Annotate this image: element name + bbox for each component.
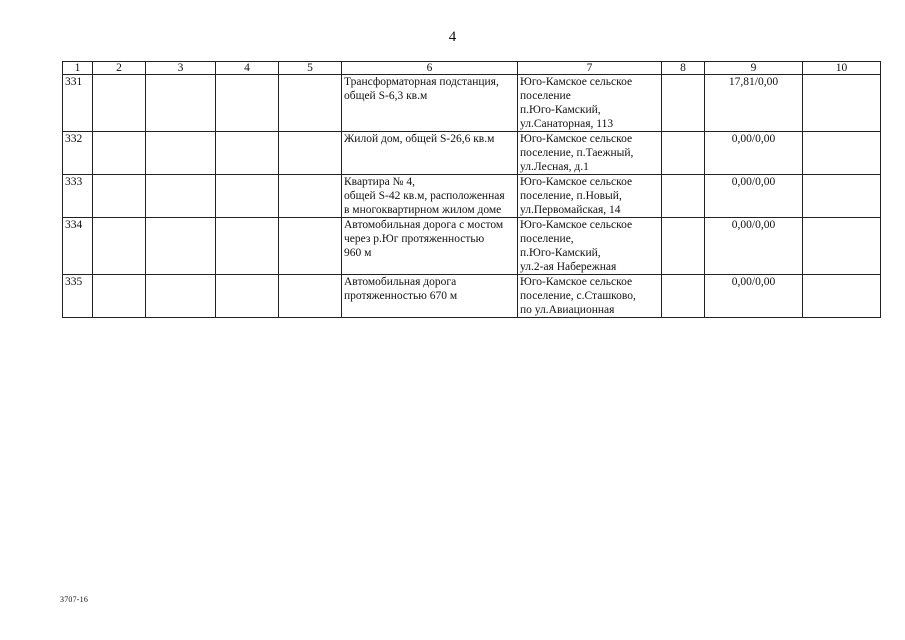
table-row <box>63 218 881 275</box>
table-cell-col-1: 332 <box>63 132 93 175</box>
cell-text-line: общей S-42 кв.м, расположенная <box>344 190 505 202</box>
table-cell-col-5 <box>279 218 342 275</box>
table-cell-col-8 <box>662 132 705 175</box>
cell-text-line: Юго-Камское сельское <box>520 176 633 188</box>
table-cell-col-1: 331 <box>63 75 93 132</box>
table-cell-col-2 <box>93 132 146 175</box>
table-cell-col-4 <box>216 218 279 275</box>
cell-text-line: п.Юго-Камский, <box>520 247 601 259</box>
table-cell-col-10 <box>803 275 881 318</box>
table-cell-col-8 <box>662 175 705 218</box>
table-cell-col-2 <box>93 275 146 318</box>
cell-text-line: ул.Первомайская, 14 <box>520 204 621 216</box>
page-number: 4 <box>448 29 457 45</box>
column-header: 2 <box>93 62 146 75</box>
table-cell-col-2 <box>93 75 146 132</box>
cell-text-line: в многоквартирном жилом доме <box>344 204 502 216</box>
table-cell-col-10 <box>803 75 881 132</box>
table-cell-col-6 <box>342 218 518 275</box>
cell-text-line: ул.2-ая Набережная <box>520 261 617 273</box>
table-cell-col-4 <box>216 75 279 132</box>
table-cell-col-3 <box>146 132 216 175</box>
table-cell-col-5 <box>279 175 342 218</box>
column-header: 6 <box>342 62 518 75</box>
column-header: 3 <box>146 62 216 75</box>
cell-text-line: Юго-Камское сельское <box>520 133 633 145</box>
table-cell-col-7 <box>518 175 662 218</box>
column-header: 4 <box>216 62 279 75</box>
table-cell-col-3 <box>146 75 216 132</box>
table-cell-col-9: 0,00/0,00 <box>705 132 803 175</box>
cell-text-line: 960 м <box>344 247 372 259</box>
cell-text-line: поселение, <box>520 233 574 245</box>
table-cell-col-10 <box>803 132 881 175</box>
table-cell-col-9: 0,00/0,00 <box>705 175 803 218</box>
table-cell-col-10 <box>803 175 881 218</box>
table-row <box>63 275 881 318</box>
cell-text-line: Юго-Камское сельское <box>520 219 633 231</box>
cell-text-line: ул.Санаторная, 113 <box>520 118 614 130</box>
table-cell-col-9: 0,00/0,00 <box>705 275 803 318</box>
cell-text-line: п.Юго-Камский, <box>520 104 601 116</box>
table-cell-col-1: 333 <box>63 175 93 218</box>
table-cell-col-8 <box>662 218 705 275</box>
column-header: 9 <box>705 62 803 75</box>
table-cell-col-1: 335 <box>63 275 93 318</box>
table-cell-col-7 <box>518 132 662 175</box>
cell-text-line: протяженностью 670 м <box>344 290 458 302</box>
column-header: 7 <box>518 62 662 75</box>
table-cell-col-8 <box>662 75 705 132</box>
cell-text-line: Квартира № 4, <box>344 176 416 188</box>
cell-text-line: Трансформаторная подстанция, <box>344 76 499 88</box>
table-cell-col-6 <box>342 75 518 132</box>
table-cell-col-9: 17,81/0,00 <box>705 75 803 132</box>
cell-text-line: через р.Юг протяженностью <box>344 233 485 245</box>
cell-text-line: Юго-Камское сельское <box>520 276 633 288</box>
table-cell-col-6 <box>342 275 518 318</box>
table-cell-col-7 <box>518 218 662 275</box>
cell-text-line: Жилой дом, общей S-26,6 кв.м <box>344 133 495 145</box>
cell-text-line: поселение <box>520 90 571 102</box>
table-cell-col-5 <box>279 75 342 132</box>
cell-text-line: общей S-6,3 кв.м <box>344 90 428 102</box>
cell-text-line: ул.Лесная, д.1 <box>520 161 589 173</box>
column-header: 8 <box>662 62 705 75</box>
table-cell-col-3 <box>146 218 216 275</box>
table-cell-col-8 <box>662 275 705 318</box>
table-cell-col-7 <box>518 75 662 132</box>
column-header: 1 <box>63 62 93 75</box>
table-cell-col-9: 0,00/0,00 <box>705 218 803 275</box>
column-header: 10 <box>803 62 881 75</box>
table-row <box>63 175 881 218</box>
table-cell-col-1: 334 <box>63 218 93 275</box>
table-cell-col-6 <box>342 175 518 218</box>
cell-text-line: Автомобильная дорога <box>344 276 457 288</box>
table-cell-col-3 <box>146 275 216 318</box>
cell-text-line: поселение, с.Сташково, <box>520 290 636 302</box>
cell-text-line: Юго-Камское сельское <box>520 76 633 88</box>
column-header: 5 <box>279 62 342 75</box>
table-cell-col-4 <box>216 132 279 175</box>
table-row <box>63 75 881 132</box>
table-cell-col-2 <box>93 175 146 218</box>
property-register-table <box>62 61 881 318</box>
table-cell-col-5 <box>279 275 342 318</box>
table-cell-col-4 <box>216 175 279 218</box>
table-cell-col-5 <box>279 132 342 175</box>
table-header-row <box>63 62 881 75</box>
cell-text-line: по ул.Авиационная <box>520 304 615 316</box>
table-cell-col-6 <box>342 132 518 175</box>
table-cell-col-3 <box>146 175 216 218</box>
cell-text-line: поселение, п.Новый, <box>520 190 622 202</box>
cell-text-line: Автомобильная дорога с мостом <box>344 219 504 231</box>
table-cell-col-4 <box>216 275 279 318</box>
table-cell-col-10 <box>803 218 881 275</box>
table-cell-col-2 <box>93 218 146 275</box>
table-row <box>63 132 881 175</box>
document-code: 3707-16 <box>60 595 89 604</box>
cell-text-line: поселение, п.Таежный, <box>520 147 634 159</box>
table-cell-col-7 <box>518 275 662 318</box>
